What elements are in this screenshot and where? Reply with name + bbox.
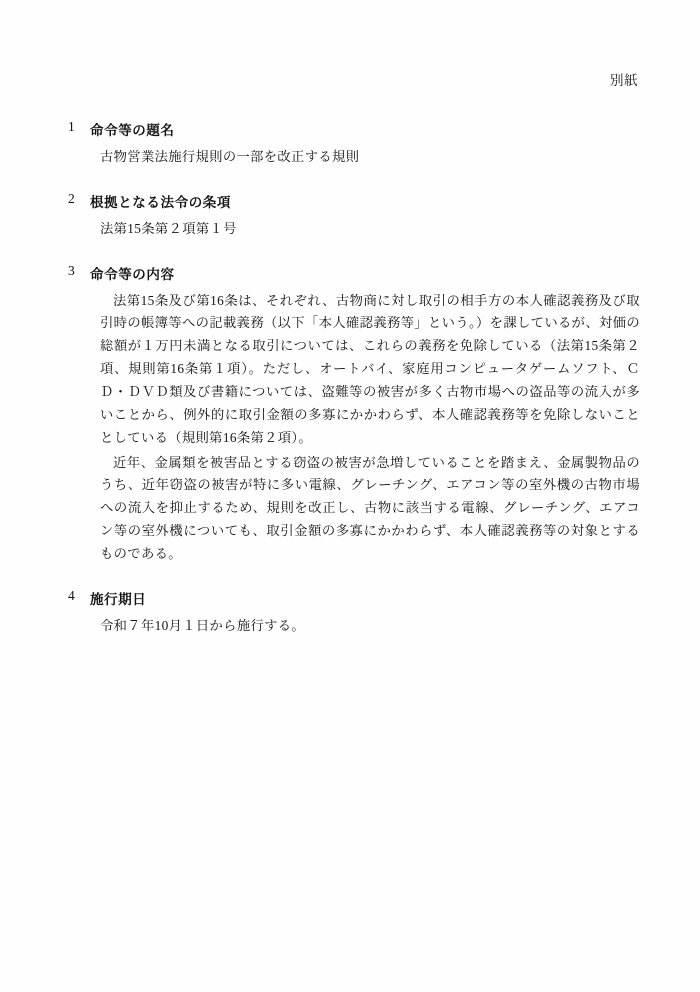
section-4-title: 施行期日 bbox=[90, 591, 147, 607]
section-2-heading bbox=[62, 191, 640, 211]
section-2-title: 根拠となる法令の条項 bbox=[90, 194, 231, 210]
section-1-paragraph-1: 古物営業法施行規則の一部を改正する規則 bbox=[100, 148, 360, 164]
section-3-heading bbox=[62, 263, 640, 283]
section-2-body bbox=[62, 218, 640, 241]
section-3-paragraph-1: 法第15条及び第16条は、それぞれ、古物商に対し取引の相手方の本人確認義務及び取引時の帳簿等への記載義務（以下「本人確認義務等」という。）を課しているが、対価の総額が１万円未満となる取引については、これらの義務を免除している（法第15条第２項、規則第16条第１項）。ただし、オートバイ、家庭用コンピュータゲームソフト、ＣＤ・ＤＶＤ類及び書籍については、盗難等の被害が多く古物市場への盗品等の流入が多いことから、例外的に取引金額の多寡にかかわらず、本人確認義務等を免除しないこととしている（規則第16条第２項）。 bbox=[100, 292, 640, 445]
section-4-number: 4 bbox=[68, 587, 76, 603]
section-3-number: 3 bbox=[68, 262, 76, 278]
section-2 bbox=[62, 191, 640, 241]
section-1-title: 命令等の題名 bbox=[90, 122, 175, 138]
section-4-paragraph-1: 令和７年10月１日から施行する。 bbox=[100, 617, 306, 633]
section-1-body bbox=[62, 146, 640, 169]
section-1 bbox=[62, 119, 640, 169]
section-3-body bbox=[62, 290, 640, 566]
section-4 bbox=[62, 588, 640, 638]
section-4-body bbox=[62, 615, 640, 638]
section-1-heading bbox=[62, 119, 640, 139]
section-4-heading bbox=[62, 588, 640, 608]
document-content bbox=[62, 72, 640, 638]
section-3 bbox=[62, 263, 640, 566]
section-2-number: 2 bbox=[68, 190, 76, 206]
corner-label: 別紙 bbox=[610, 73, 638, 88]
section-3-title: 命令等の内容 bbox=[90, 266, 175, 282]
section-3-paragraph-2: 近年、金属類を被害品とする窃盗の被害が急増していることを踏まえ、金属製物品のうち、近年窃盗の被害が特に多い電線、グレーチング、エアコン等の室外機の古物市場への流入を抑止するため、規則を改正し、古物に該当する電線、グレーチング、エアコン等の室外機についても、取引金額の多寡にかかわらず、本人確認義務等の対象とするものである。 bbox=[100, 454, 640, 562]
section-2-paragraph-1: 法第15条第２項第１号 bbox=[100, 220, 237, 236]
section-1-number: 1 bbox=[68, 118, 76, 134]
